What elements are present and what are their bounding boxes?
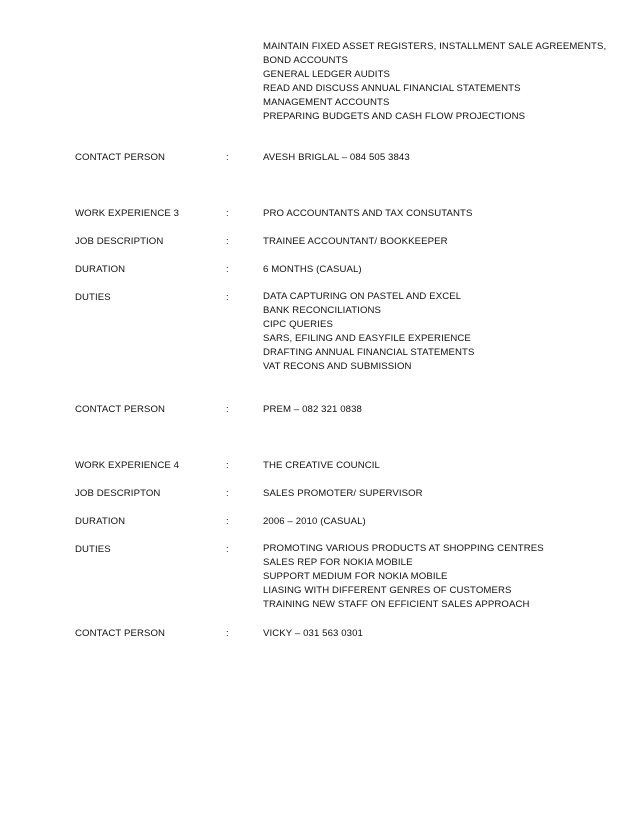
duty-item: TRAINING NEW STAFF ON EFFICIENT SALES APPROACH (263, 599, 530, 610)
job-description-value: TRAINEE ACCOUNTANT/ BOOKKEEPER (263, 236, 448, 247)
duty-item: DRAFTING ANNUAL FINANCIAL STATEMENTS (263, 347, 475, 358)
work-experience-4-label: WORK EXPERIENCE 4 (75, 460, 180, 471)
separator-colon: : (226, 292, 229, 303)
duties-label: DUTIES (75, 292, 111, 303)
separator-colon: : (226, 208, 229, 219)
work-experience-3-label: WORK EXPERIENCE 3 (75, 208, 180, 219)
contact-person-label: CONTACT PERSON (75, 152, 166, 163)
duty-item: GENERAL LEDGER AUDITS (263, 69, 391, 80)
duty-item: MAINTAIN FIXED ASSET REGISTERS, INSTALLMENT SALE AGREEMENTS, (263, 41, 607, 52)
duty-item: MANAGEMENT ACCOUNTS (263, 97, 390, 108)
duty-item: BANK RECONCILIATIONS (263, 305, 382, 316)
work-3-duties-list (263, 290, 475, 374)
separator-colon: : (226, 628, 229, 639)
contact-person-label: CONTACT PERSON (75, 404, 166, 415)
duty-item: CIPC QUERIES (263, 319, 333, 330)
separator-colon: : (226, 516, 229, 527)
duty-item: READ AND DISCUSS ANNUAL FINANCIAL STATEMENTS (263, 83, 521, 94)
job-description-label: JOB DESCRIPTION (75, 236, 164, 247)
duty-item: PREPARING BUDGETS AND CASH FLOW PROJECTIONS (263, 111, 526, 122)
separator-colon: : (226, 404, 229, 415)
duration-label: DURATION (75, 264, 126, 275)
separator-colon: : (226, 152, 229, 163)
duty-item: PROMOTING VARIOUS PRODUCTS AT SHOPPING CENTRES (263, 543, 544, 554)
duty-item: SUPPORT MEDIUM FOR NOKIA MOBILE (263, 571, 448, 582)
separator-colon: : (226, 264, 229, 275)
duty-item: LIASING WITH DIFFERENT GENRES OF CUSTOMERS (263, 585, 512, 596)
separator-colon: : (226, 544, 229, 555)
work-experience-3-company: PRO ACCOUNTANTS AND TAX CONSUTANTS (263, 208, 473, 219)
previous-duties-list (263, 40, 606, 124)
duration-label: DURATION (75, 516, 126, 527)
duration-value: 2006 – 2010 (CASUAL) (263, 516, 366, 527)
duty-item: SARS, EFILING AND EASYFILE EXPERIENCE (263, 333, 471, 344)
separator-colon: : (226, 488, 229, 499)
contact-person-value: VICKY – 031 563 0301 (263, 628, 363, 639)
contact-person-label: CONTACT PERSON (75, 628, 166, 639)
work-4-duties-list (263, 542, 544, 612)
job-description-label: JOB DESCRIPTON (75, 488, 161, 499)
duty-item: VAT RECONS AND SUBMISSION (263, 361, 412, 372)
work-experience-4-company: THE CREATIVE COUNCIL (263, 460, 380, 471)
duty-item: BOND ACCOUNTS (263, 55, 348, 66)
duty-item: SALES REP FOR NOKIA MOBILE (263, 557, 413, 568)
contact-person-value: AVESH BRIGLAL – 084 505 3843 (263, 152, 410, 163)
duty-item: DATA CAPTURING ON PASTEL AND EXCEL (263, 291, 462, 302)
duration-value: 6 MONTHS (CASUAL) (263, 264, 362, 275)
contact-person-value: PREM – 082 321 0838 (263, 404, 362, 415)
separator-colon: : (226, 460, 229, 471)
separator-colon: : (226, 236, 229, 247)
duties-label: DUTIES (75, 544, 111, 555)
job-description-value: SALES PROMOTER/ SUPERVISOR (263, 488, 423, 499)
